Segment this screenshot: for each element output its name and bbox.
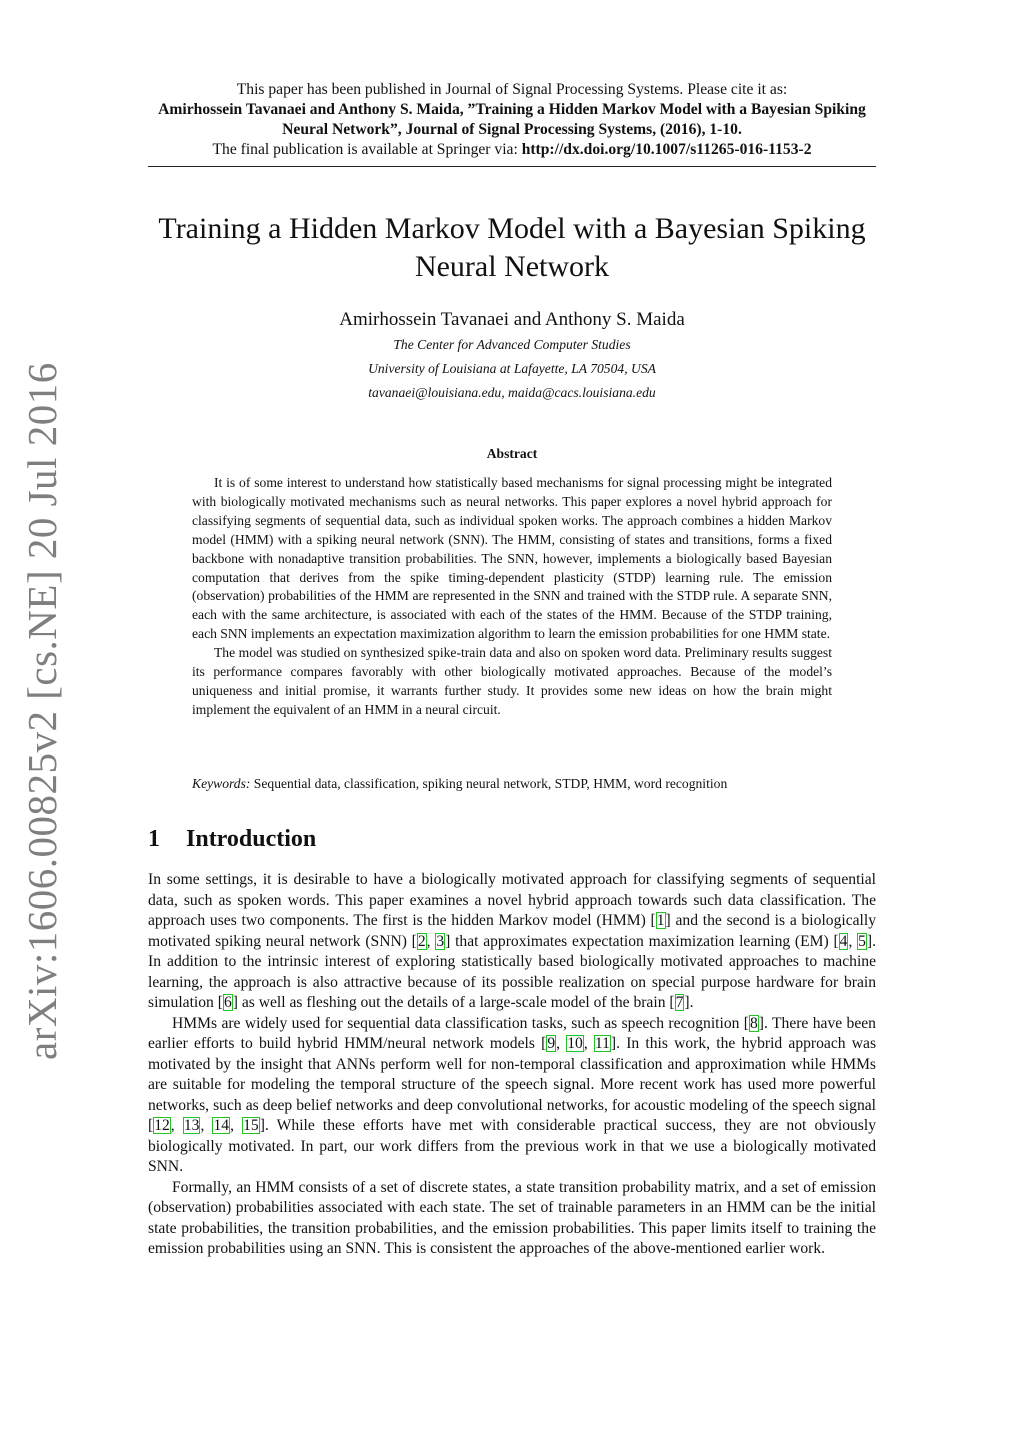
- citation-link[interactable]: 9: [547, 1035, 556, 1052]
- citation-link[interactable]: 6: [223, 994, 232, 1011]
- intro-paragraph: HMMs are widely used for sequential data classification tasks, such as speech recognition [8]. There have been earlier efforts to build hybrid HMM/neural network models [9, 10, 11]. In this work, the hybrid approach was motivated by the insight that ANNs perform well for non-temporal classification and approximation while HMMs are suitable for modeling the temporal structure of the speech signal. More recent work has used more powerful networks, such as deep belief networks and deep convolutional networks, for acoustic modeling of the speech signal [12, 13, 14, 15]. While these efforts have met with considerable practical success, they are not obviously biologically motivated. In part, our work differs from the previous work in that we use a biologically motivated SNN.: [148, 1014, 877, 1175]
- keywords-list: Sequential data, classification, spiking neural network, STDP, HMM, word recognition: [250, 776, 728, 791]
- citation-link[interactable]: 1: [656, 912, 665, 929]
- citation-link[interactable]: 3: [436, 932, 445, 950]
- notice-citation: Amirhossein Tavanaei and Anthony S. Maida, ”Training a Hidden Markov Model with a Bayesian Spiking Neural Network”, Journal of Signal Processing Systems, (2016), 1-10.: [158, 101, 866, 138]
- section-title: Introduction: [186, 826, 317, 852]
- intro-paragraph: Formally, an HMM consists of a set of discrete states, a state transition probability matrix, and a set of emission (observation) probabilities associated with each state. The set of trainable parameters in an HMM can be the initial state probabilities, the transition probabilities, and the emission probabilities. This paper limits itself to training the emission probabilities using an SNN. This is consistent the approaches of the above-mentioned earlier work.: [148, 1178, 876, 1257]
- text-run: . In addition to the intrinsic interest of exploring statistically based biologically motivated approaches to machine learning, the approach is also attractive because of its possible realization on special purpose hardware for brain simulation: [148, 932, 877, 1011]
- citation-link[interactable]: 4: [839, 932, 848, 950]
- notice-line: This paper has been published in Journal of Signal Processing Systems. Please cite it as:: [236, 81, 788, 98]
- section-heading-introduction: [148, 824, 316, 854]
- citation-link[interactable]: 13: [183, 1117, 200, 1134]
- citation-link[interactable]: 10: [567, 1035, 583, 1052]
- affiliation-university: University of Louisiana at Lafayette, LA 70504, USA: [368, 361, 656, 376]
- abstract-paragraph: The model was studied on synthesized spike-train data and also on spoken word data. Preliminary results suggest its performance compares favorably with other biologically motivated approaches. Because of the model’s uniqueness and initial promise, it warrants further study. It provides some new ideas on how the brain might implement the equivalent of an HMM in a neural circuit.: [192, 645, 832, 717]
- author-emails: tavanaei@louisiana.edu, maida@cacs.louisiana.edu: [368, 385, 656, 400]
- citation-link[interactable]: 7: [675, 994, 684, 1011]
- citation-link[interactable]: 2: [417, 932, 426, 950]
- notice-final-publication: [148, 140, 876, 160]
- text-run: . In this work, the hybrid approach was motivated by the insight that ANNs perform well for non-temporal classification and approximation while HMMs are suitable for modeling the temporal structure of the speech signal. More recent work has used more powerful networks, such as deep belief networks and deep convolutional networks, for acoustic modeling of the speech signal: [148, 1035, 877, 1114]
- text-run: and the second is a biologically motivated spiking neural network (SNN): [148, 912, 877, 950]
- text-run: .: [689, 994, 694, 1011]
- text-run: that approximates expectation maximization learning (EM): [450, 932, 834, 950]
- affiliation-center: The Center for Advanced Computer Studies: [393, 337, 631, 352]
- citation-link[interactable]: 12: [154, 1117, 170, 1134]
- citation-link[interactable]: 14: [213, 1117, 230, 1134]
- text-run: HMMs are widely used for sequential data classification tasks, such as speech recognition: [172, 1014, 744, 1032]
- text-run: as well as fleshing out the details of a large-scale model of the brain: [237, 994, 670, 1011]
- publication-notice: [148, 80, 876, 160]
- citation-link[interactable]: 5: [858, 932, 866, 950]
- abstract-body: [192, 474, 832, 720]
- keywords: [192, 775, 832, 793]
- doi-link[interactable]: http://dx.doi.org/10.1007/s11265-016-1153-2: [521, 141, 812, 158]
- header-rule: [148, 166, 876, 167]
- introduction-body: [148, 870, 876, 1260]
- keywords-label: Keywords:: [192, 776, 251, 791]
- text-run: . There have been earlier efforts to build hybrid HMM/neural network models: [148, 1014, 876, 1052]
- section-number: 1: [148, 826, 160, 852]
- abstract-heading: Abstract: [486, 446, 538, 461]
- abstract-paragraph: It is of some interest to understand how statistically based mechanisms for signal processing might be integrated with biologically motivated mechanisms such as neural networks. This paper explores a novel hybrid approach for classifying segments of sequential data, such as individual spoken works. The approach combines a hidden Markov model (HMM) with a spiking neural network (SNN). The HMM, consisting of states and transitions, forms a fixed backbone with nonadaptive transition probabilities. The SNN, however, implements a biologically based Bayesian computation that derives from the spike timing-dependent plasticity (STDP) learning rule. The emission (observation) probabilities of the HMM are represented in the SNN and trained with the STDP rule. A separate SNN, each with the same architecture, is associated with each of the states of the HMM. Because of the STDP training, each SNN implements an expectation maximization algorithm to learn the emission probabilities for one HMM state.: [192, 475, 832, 642]
- text-run: In some settings, it is desirable to have a biologically motivated approach for classifying segments of sequential data, such as spoken words. This paper examines a novel hybrid approach towards such data classification. The approach uses two components. The first is the hidden Markov model (HMM): [148, 871, 876, 929]
- paper-title: Training a Hidden Markov Model with a Bayesian Spiking Neural Network: [158, 212, 866, 283]
- intro-paragraph: In some settings, it is desirable to have a biologically motivated approach for classifying segments of sequential data, such as spoken words. This paper examines a novel hybrid approach towards such data classification. The approach uses two components. The first is the hidden Markov model (HMM) [1] and the second is a biologically motivated spiking neural network (SNN) [2, 3] that approximates expectation maximization learning (EM) [4, 5]. In addition to the intrinsic interest of exploring statistically based biologically motivated approaches to machine learning, the approach is also attractive because of its possible realization on special purpose hardware for brain simulation [6] as well as fleshing out the details of a large-scale model of the brain [7].: [148, 871, 877, 1011]
- paper-authors: Amirhossein Tavanaei and Anthony S. Maida: [339, 309, 685, 330]
- arxiv-sidebar-stamp: arXiv:1606.00825v2 [cs.NE] 20 Jul 2016: [19, 362, 65, 1060]
- notice-final-prefix: The final publication is available at Springer via:: [212, 141, 522, 158]
- citation-link[interactable]: 8: [750, 1014, 758, 1032]
- text-run: . While these efforts have met with considerable practical success, they are not obviously biologically motivated. In part, our work differs from the previous work in that we use a biologically motivated SNN.: [148, 1117, 877, 1175]
- citation-link[interactable]: 11: [594, 1035, 610, 1052]
- citation-link[interactable]: 15: [243, 1117, 259, 1134]
